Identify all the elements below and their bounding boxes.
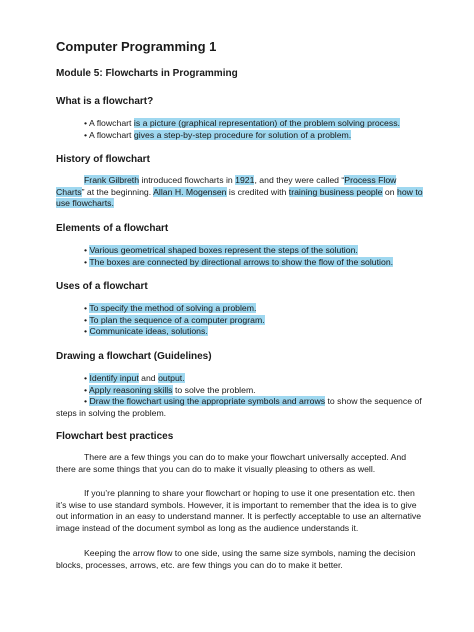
section-heading-guidelines: Drawing a flowchart (Guidelines) xyxy=(56,351,212,362)
list-item: • Communicate ideas, solutions. xyxy=(84,326,208,337)
document-title: Computer Programming 1 xyxy=(56,39,217,54)
section-heading-elements: Elements of a flowchart xyxy=(56,223,169,234)
history-paragraph: Frank Gilbreth introduced flowcharts in 1921, and they were called “Process Flow Charts” at the beginning. Allan H. Mogensen is credited with training business people on how to use flowcharts. xyxy=(56,175,423,209)
section-heading-uses: Uses of a flowchart xyxy=(56,281,148,292)
list-item: • To specify the method of solving a problem. xyxy=(84,303,257,313)
guidelines-wrap-line: steps in solving the problem. xyxy=(56,407,167,418)
list-item: • Draw the flowchart using the appropriate symbols and arrows to show the sequence of xyxy=(84,396,422,407)
best-practices-paragraph-3: Keeping the arrow flow to one side, using the same size symbols, naming the decision blocks, processes, arrows, etc. are few things you can do to make it better. xyxy=(56,548,416,570)
list-item: • Apply reasoning skills to solve the problem. xyxy=(84,384,256,395)
list-item: • The boxes are connected by directional arrows to show the flow of the solution. xyxy=(84,256,394,267)
list-item: • A flowchart is a picture (graphical representation) of the problem solving process. xyxy=(84,118,400,128)
best-practices-paragraph-1: There are a few things you can do to make your flowchart universally accepted. And there are some things that you can do to make it visually pleasing to others as well. xyxy=(56,452,407,474)
elements-bullets xyxy=(84,245,424,268)
best-practices-paragraph-2: If you’re planning to share your flowchart or hoping to use it one presentation etc. then it’s wise to use standard symbols. However, it is important to remember that the idea is to give out information in an easy to understand manner. It is perfectly acceptable to use an alternative image instead of the document symbol as long as the audience understands it. xyxy=(56,488,422,533)
guidelines-bullets xyxy=(84,373,424,408)
section-heading-what-is: What is a flowchart? xyxy=(56,96,154,107)
section-heading-history: History of flowchart xyxy=(56,154,150,165)
list-item: • A flowchart gives a step-by-step procedure for solution of a problem. xyxy=(84,129,352,140)
uses-bullets xyxy=(84,303,424,338)
module-heading: Module 5: Flowcharts in Programming xyxy=(56,68,238,79)
list-item: • Identify input and output. xyxy=(84,373,185,383)
what-is-bullets xyxy=(84,118,424,141)
section-heading-best-practices: Flowchart best practices xyxy=(56,431,174,442)
list-item: • Various geometrical shaped boxes represent the steps of the solution. xyxy=(84,245,358,255)
list-item: • To plan the sequence of a computer program. xyxy=(84,314,265,325)
